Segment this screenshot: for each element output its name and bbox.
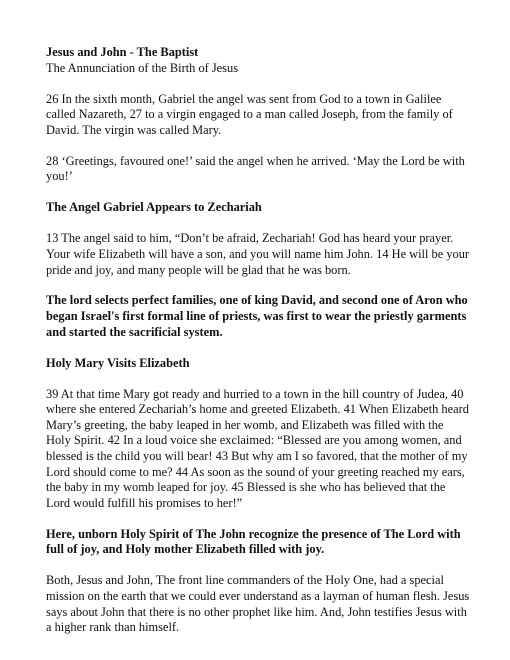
paragraph-annunciation: 26 In the sixth month, Gabriel the angel was sent from God to a town in Galilee called Nazareth, 27 to a virgin engaged to a man called Joseph, from the family of David. The virgin was called Mary. <box>46 91 453 137</box>
document-subtitle: The Annunciation of the Birth of Jesus <box>46 60 239 75</box>
paragraph-greeting: 28 ‘Greetings, favoured one!’ said the angel when he arrived. ‘May the Lord be with you!’ <box>46 153 465 184</box>
paragraph-zechariah: 13 The angel said to him, “Don’t be afraid, Zechariah! God has heard your prayer. Your wife Elizabeth will have a son, and you will name him John. 14 He will be your pride and joy, and many people will be glad that he was born. <box>46 231 470 277</box>
note-perfect-families: The lord selects perfect families, one of king David, and second one of Aron who began Israel's first formal line of priests, was first to wear the priestly garments and started the sacrificial system. <box>46 293 468 339</box>
paragraph-visit: 39 At that time Mary got ready and hurried to a town in the hill country of Judea, 40 where she entered Zechariah’s home and greeted Elizabeth. 41 When Elizabeth heard Mary’s greeting, the baby leaped in her womb, and Elizabeth was filled with the Holy Spirit. 42 In a loud voice she exclaimed: “Blessed are you among women, and blessed is the child you will bear! 43 But why am I so favored, that the mother of my Lord should come to me? 44 As soon as the sound of your greeting reached my ears, the baby in my womb leaped for joy. 45 Blessed is she who has believed that the Lord would fulfill his promises to her!” <box>46 386 469 510</box>
document-title: Jesus and John - The Baptist <box>46 45 199 59</box>
note-holy-spirit: Here, unborn Holy Spirit of The John recognize the presence of The Lord with full of joy, and Holy mother Elizabeth filled with joy. <box>46 526 461 557</box>
section-heading-zechariah: The Angel Gabriel Appears to Zechariah <box>46 200 262 215</box>
title-block <box>46 45 470 76</box>
section-heading-elizabeth: Holy Mary Visits Elizabeth <box>46 355 190 370</box>
paragraph-commanders: Both, Jesus and John, The front line commanders of the Holy One, had a special mission on the earth that we could ever understand as a layman of human flesh. Jesus says about John that there is no other prophet like him. And, John testifies Jesus with a higher rank than himself. <box>46 573 470 635</box>
